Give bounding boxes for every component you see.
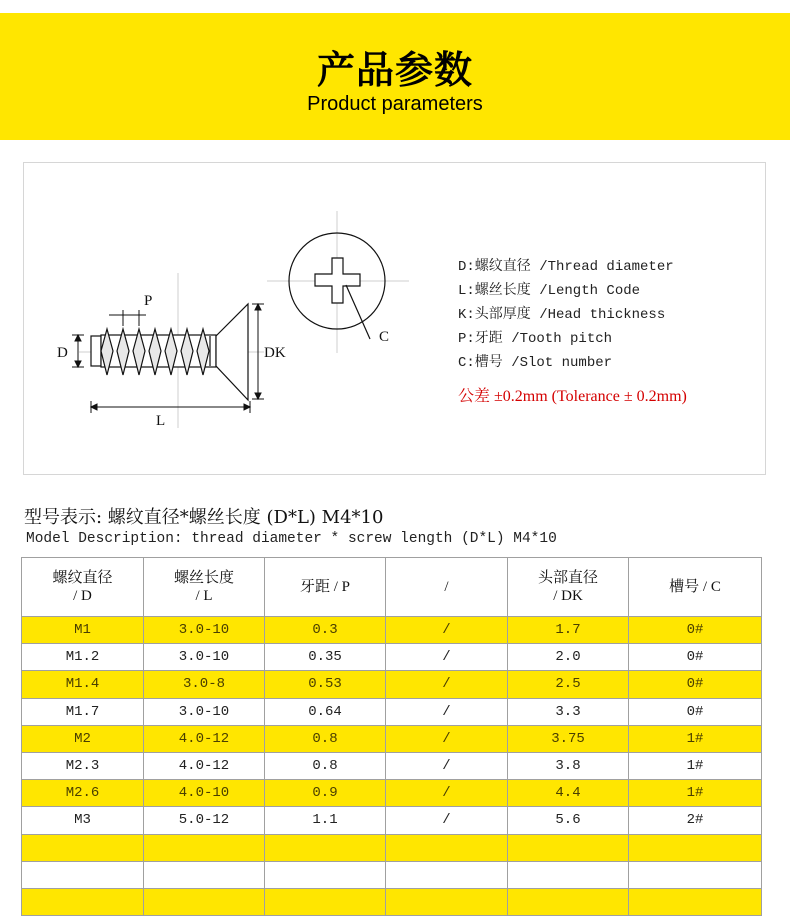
header-blank: / [386,558,508,617]
cell-dk: 2.5 [508,671,629,698]
cell-d: M2.3 [22,752,144,779]
cell-d: M1.4 [22,671,144,698]
cell-c: 0# [629,644,762,671]
cell-p: 0.64 [265,698,386,725]
table-row [22,671,762,698]
dimension-d [72,335,84,367]
cell-d: M1.7 [22,698,144,725]
page-subtitle: Product parameters [307,93,483,115]
cell-dk: 5.6 [508,807,629,834]
legend-tooth-pitch: P:牙距 /Tooth pitch [458,331,613,347]
cell-l: 4.0-12 [144,752,265,779]
cell-dk: 1.7 [508,617,629,644]
table-row [22,780,762,807]
page-title: 产品参数 [316,48,473,92]
label-c: C [379,329,390,345]
table-row-empty [22,888,762,915]
cell-blank: / [386,807,508,834]
header-slot-number: 槽号 / C [629,558,762,617]
cell-blank: / [386,752,508,779]
cell-blank: / [386,698,508,725]
table-row-empty [22,861,762,888]
model-description-en: Model Description: thread diameter * screw length (D*L) M4*10 [26,531,557,547]
parameter-legend [458,255,758,375]
table-row [22,698,762,725]
legend-thread-diameter: D:螺纹直径 /Thread diameter [458,259,674,275]
cell-dk: 3.75 [508,725,629,752]
label-l: L [156,413,166,429]
cell-l: 4.0-10 [144,780,265,807]
screw-side-view [91,304,248,400]
cell-blank: / [386,644,508,671]
dimension-p [109,310,146,326]
cell-p: 0.35 [265,644,386,671]
cell-d: M2.6 [22,780,144,807]
cell-c: 1# [629,780,762,807]
header-banner [0,13,790,140]
table-row [22,617,762,644]
table-row [22,752,762,779]
header-screw-length: 螺丝长度 / L [144,558,265,617]
legend-length-code: L:螺丝长度 /Length Code [458,283,641,299]
label-p: P [144,293,153,309]
label-d: D [57,345,68,361]
cell-d: M3 [22,807,144,834]
cell-d: M1 [22,617,144,644]
header-pitch: 牙距 / P [265,558,386,617]
cell-p: 0.9 [265,780,386,807]
cell-l: 3.0-8 [144,671,265,698]
table-row [22,644,762,671]
cell-p: 0.53 [265,671,386,698]
cell-c: 0# [629,617,762,644]
cell-p: 0.3 [265,617,386,644]
cell-p: 0.8 [265,725,386,752]
cell-dk: 2.0 [508,644,629,671]
model-description-cn: 型号表示: 螺纹直径*螺丝长度 (D*L) M4*10 [24,507,384,528]
cell-p: 1.1 [265,807,386,834]
cell-d: M1.2 [22,644,144,671]
cell-dk: 3.3 [508,698,629,725]
cell-blank: / [386,725,508,752]
tolerance-note: 公差 ±0.2mm (Tolerance ± 0.2mm) [458,388,687,405]
cell-l: 4.0-12 [144,725,265,752]
cell-l: 3.0-10 [144,617,265,644]
cell-l: 5.0-12 [144,807,265,834]
cell-c: 2# [629,807,762,834]
cell-l: 3.0-10 [144,698,265,725]
table-row [22,725,762,752]
cell-c: 1# [629,752,762,779]
cell-c: 0# [629,698,762,725]
table-header-row [22,558,762,617]
cell-blank: / [386,780,508,807]
cell-blank: / [386,671,508,698]
legend-slot-number: C:槽号 /Slot number [458,355,613,371]
cell-d: M2 [22,725,144,752]
header-thread-diameter: 螺纹直径 / D [22,558,144,617]
cell-blank: / [386,617,508,644]
cell-c: 1# [629,725,762,752]
cell-c: 0# [629,671,762,698]
cell-p: 0.8 [265,752,386,779]
table-row-empty [22,834,762,861]
screw-diagram-panel [23,162,766,475]
cell-dk: 3.8 [508,752,629,779]
cell-l: 3.0-10 [144,644,265,671]
label-dk: DK [264,345,286,361]
spec-table [21,557,762,916]
header-head-diameter: 头部直径 / DK [508,558,629,617]
cell-dk: 4.4 [508,780,629,807]
dimension-l [91,401,250,413]
table-row [22,807,762,834]
legend-head-thickness: K:头部厚度 /Head thickness [458,307,666,323]
